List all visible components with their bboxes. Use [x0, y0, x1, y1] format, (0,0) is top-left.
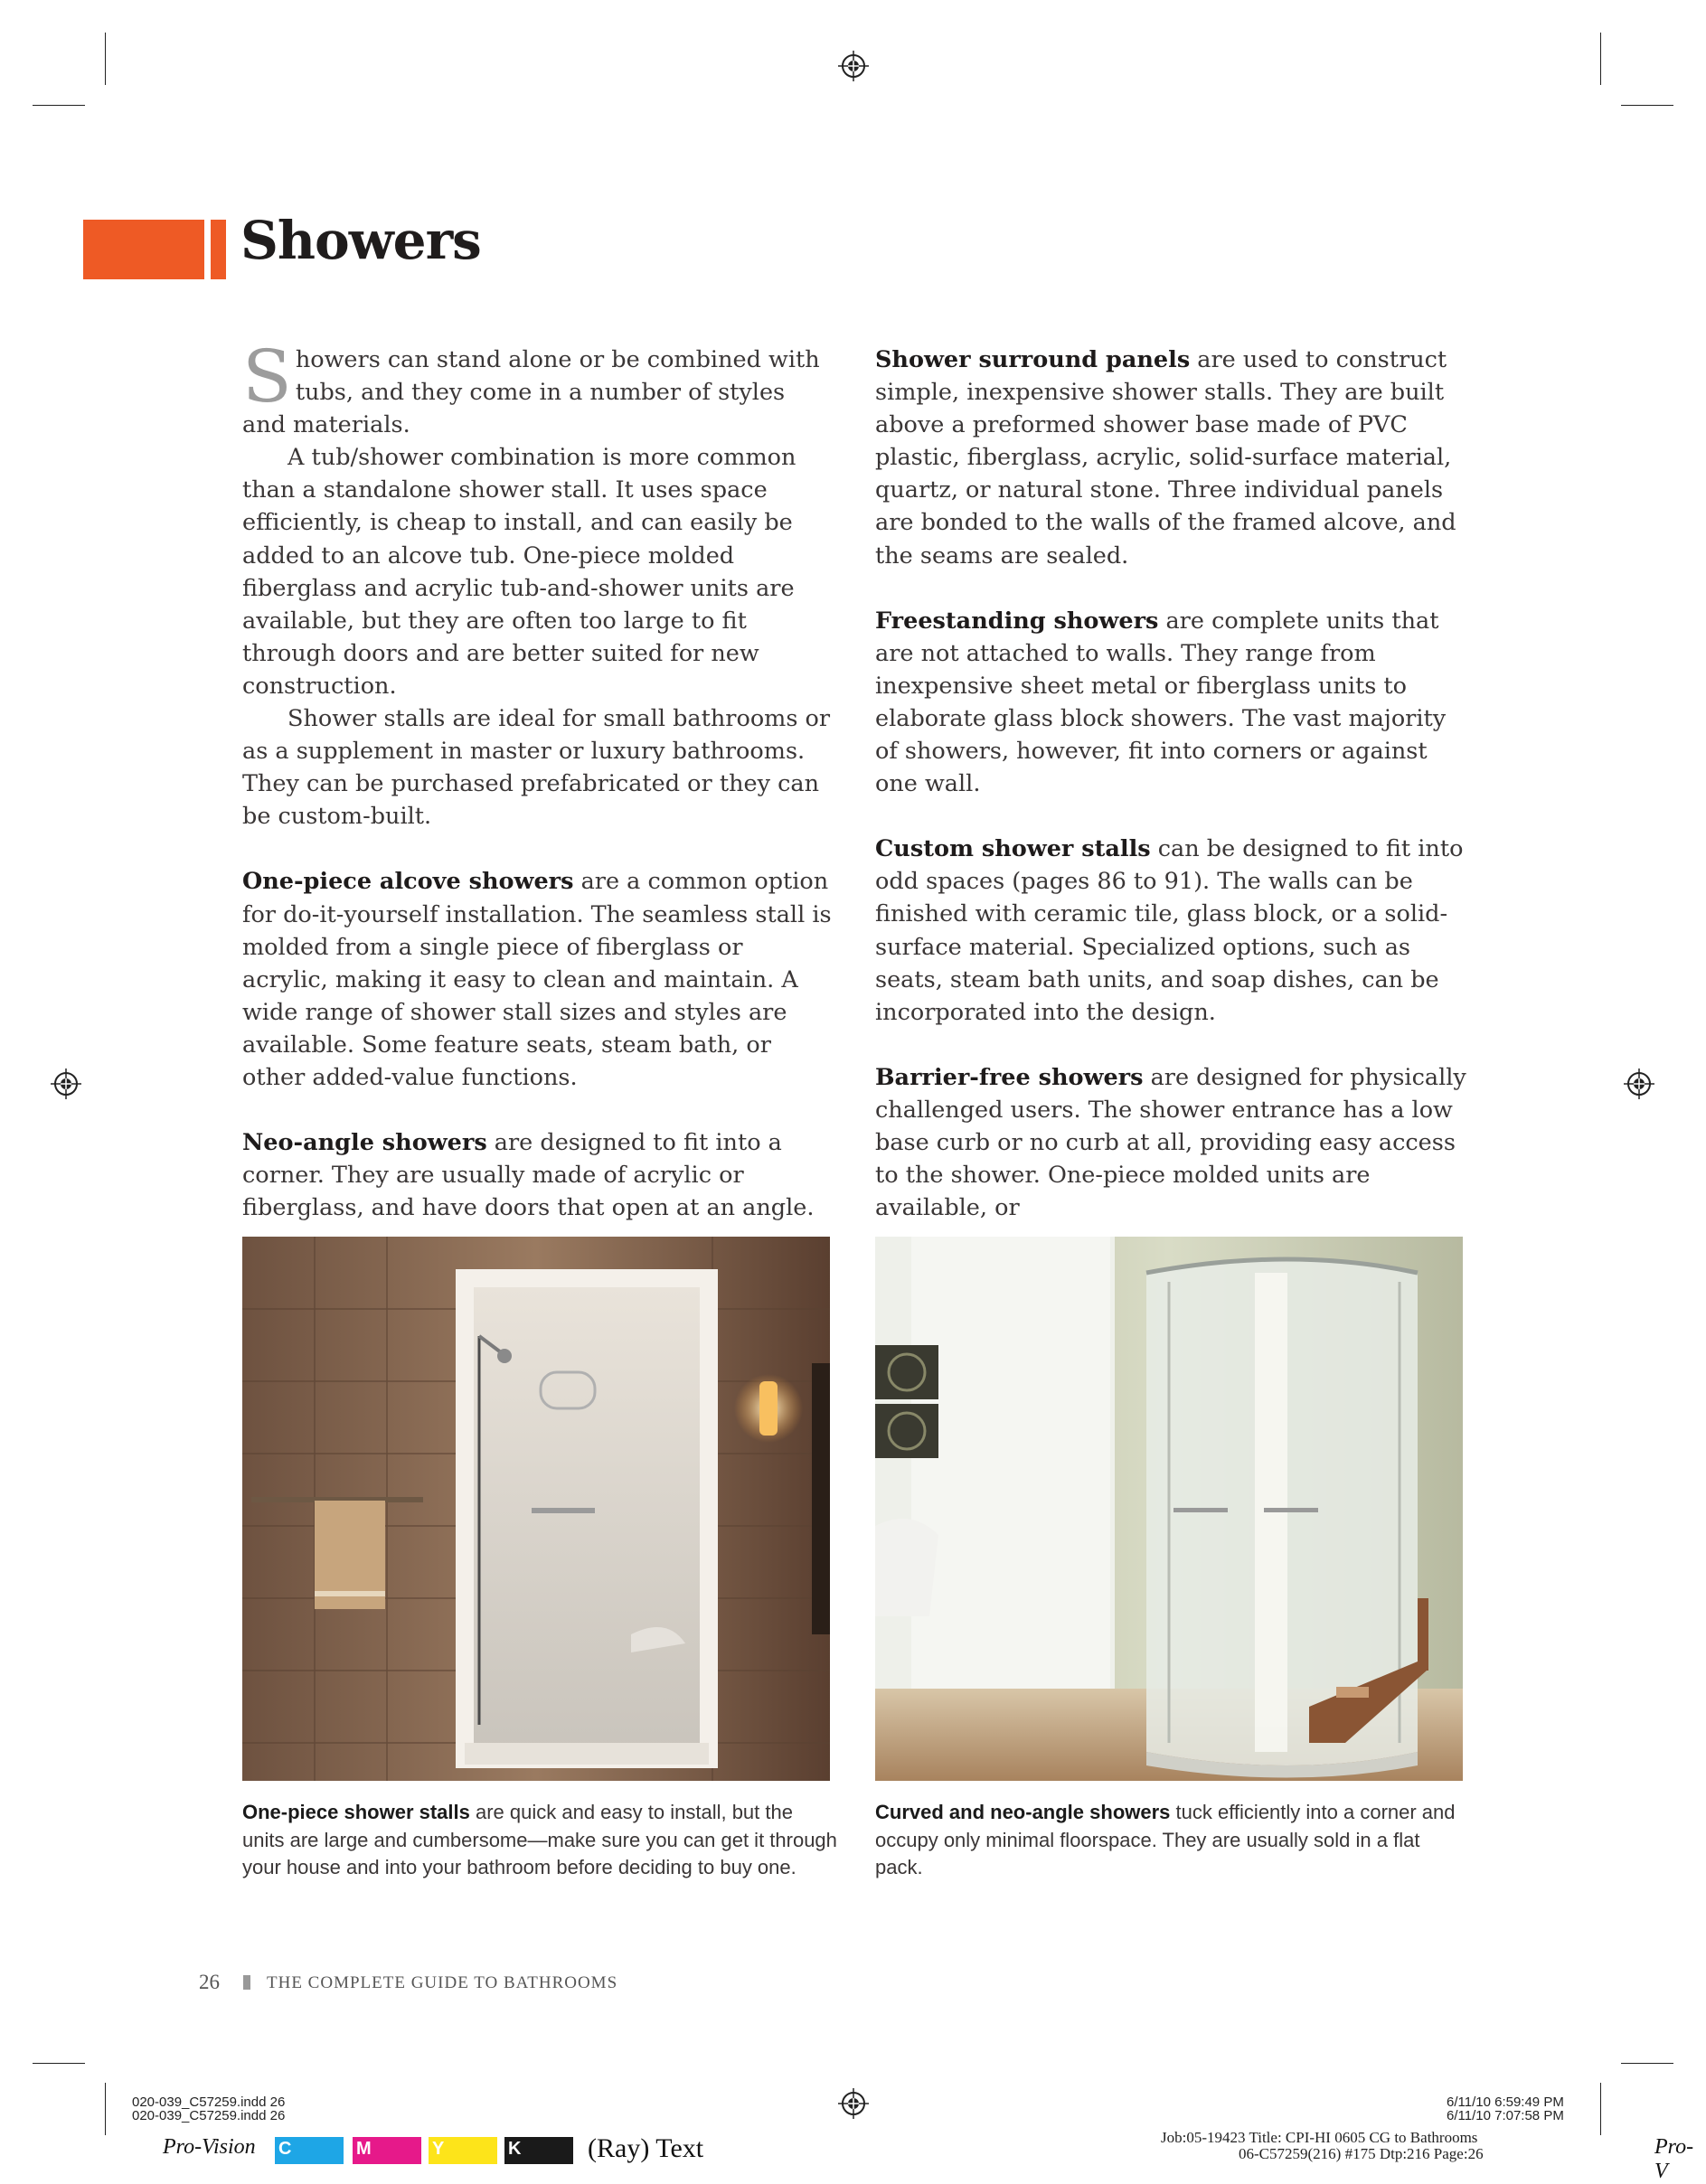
right-column: [875, 344, 1467, 1224]
registration-mark-icon: [838, 2088, 869, 2119]
color-swatch-yellow: Y: [429, 2137, 497, 2164]
ray-text-label: (Ray) Text: [588, 2133, 704, 2163]
term: One-piece alcove showers: [242, 868, 574, 896]
registration-mark-icon: [1624, 1068, 1654, 1099]
crop-mark: [1600, 2083, 1601, 2135]
provision-logo: Pro-V: [1654, 2135, 1694, 2183]
term: Barrier-free showers: [875, 1063, 1144, 1091]
right-photo-caption: Curved and neo-angle showers tuck efficiently into a corner and occupy only minimal floorspace. They are usually sold in a flat pack.: [875, 1801, 1456, 1878]
registration-mark-icon: [51, 1068, 81, 1099]
page-title: Showers: [240, 210, 481, 271]
body-paragraph: A tub/shower combination is more common than a standalone shower stall. It uses space efficiently, is cheap to install, and can easily be added to an alcove tub. One-piece molded fiberglass and acrylic tub-and-shower units are available, but they are often too large to fit through doors and are better suited for new construction.: [242, 444, 796, 700]
provision-logo: Pro-Vision: [163, 2135, 256, 2159]
neo-angle-paragraph: Neo-angle showers are designed to fit into a corner. They are usually made of acrylic or fiberglass, and have doors that open at an angle.: [242, 1129, 815, 1222]
intro-paragraph: Showers can stand alone or be combined with tubs, and they come in a number of styles and materials.: [242, 334, 820, 439]
barrier-free-paragraph: Barrier-free showers are designed for physically challenged users. The shower entrance has a low base curb or no curb at all, providing easy access to the shower. One-piece molded units are available, or: [875, 1063, 1466, 1222]
date-info-line: 6/11/10 7:07:58 PM: [1447, 2108, 1564, 2123]
term: Neo-angle showers: [242, 1129, 487, 1157]
file-info-line: 020-039_C57259.indd 26: [132, 2108, 286, 2123]
term: Custom shower stalls: [875, 835, 1151, 863]
registration-mark-icon: [838, 51, 869, 81]
left-photo-caption: One-piece shower stalls are quick and easy to install, but the units are large and cumbersome—make sure you can get it through your house and into your bathroom before deciding to buy one.: [242, 1801, 837, 1878]
job-info-line: 06-C57259(216) #175 Dtp:216 Page:26: [1239, 2145, 1484, 2162]
crop-mark: [105, 2083, 106, 2135]
left-column: [242, 334, 834, 1224]
shower-stall-photo: [242, 1237, 830, 1781]
caption-term: Curved and neo-angle showers: [875, 1801, 1171, 1823]
term: Shower surround panels: [875, 346, 1191, 373]
folio-separator: [243, 1975, 250, 1990]
caption-term: One-piece shower stalls: [242, 1801, 470, 1823]
body-paragraph: Shower stalls are ideal for small bathrooms or as a supplement in master or luxury bathrooms. They can be purchased prefabricated or they can be custom-built.: [242, 705, 831, 831]
crop-mark: [33, 105, 85, 106]
title-accent-bar: [83, 220, 204, 279]
color-swatch-cyan: C: [275, 2137, 344, 2164]
drop-cap: S: [242, 334, 292, 419]
page-number: 26: [199, 1971, 220, 1993]
crop-mark: [1621, 105, 1673, 106]
file-info-line: 020-039_C57259.indd 26: [132, 2095, 286, 2110]
crop-mark: [1621, 2063, 1673, 2064]
surround-paragraph: Shower surround panels are used to construct simple, inexpensive shower stalls. They are built above a preformed shower base made of PVC plastic, fiberglass, acrylic, solid-surface material, quartz, or natural stone. Three individual panels are bonded to the walls of the framed alcove, and the seams are sealed.: [875, 346, 1456, 570]
term: Freestanding showers: [875, 607, 1159, 635]
crop-mark: [1600, 33, 1601, 85]
freestanding-paragraph: Freestanding showers are complete units that are not attached to walls. They range from inexpensive sheet metal or fiberglass units to elaborate glass block showers. The vast majority of showers, however, fit into corners or against one wall.: [875, 607, 1447, 798]
color-swatch-magenta: M: [353, 2137, 421, 2164]
color-swatch-black: K: [504, 2137, 573, 2164]
crop-mark: [105, 33, 106, 85]
alcove-paragraph: One-piece alcove showers are a common option for do-it-yourself installation. The seamless stall is molded from a single piece of fiberglass or acrylic, making it easy to clean and maintain. A wide range of shower stall sizes and styles are available. Some feature seats, steam bath, or other added-value functions.: [242, 868, 832, 1091]
crop-mark: [33, 2063, 85, 2064]
custom-paragraph: Custom shower stalls can be designed to fit into odd spaces (pages 86 to 91). The walls can be finished with ceramic tile, glass block, or a solid-surface material. Specialized options, such as seats, steam bath units, and soap dishes, can be incorporated into the design.: [875, 835, 1464, 1026]
title-accent-bar: [211, 220, 226, 279]
job-info-line: Job:05-19423 Title: CPI-HI 0605 CG to Bathrooms: [1161, 2129, 1478, 2146]
running-head: THE COMPLETE GUIDE TO BATHROOMS: [267, 1973, 618, 1992]
curved-shower-photo: [875, 1237, 1463, 1781]
date-info-line: 6/11/10 6:59:49 PM: [1447, 2095, 1564, 2110]
